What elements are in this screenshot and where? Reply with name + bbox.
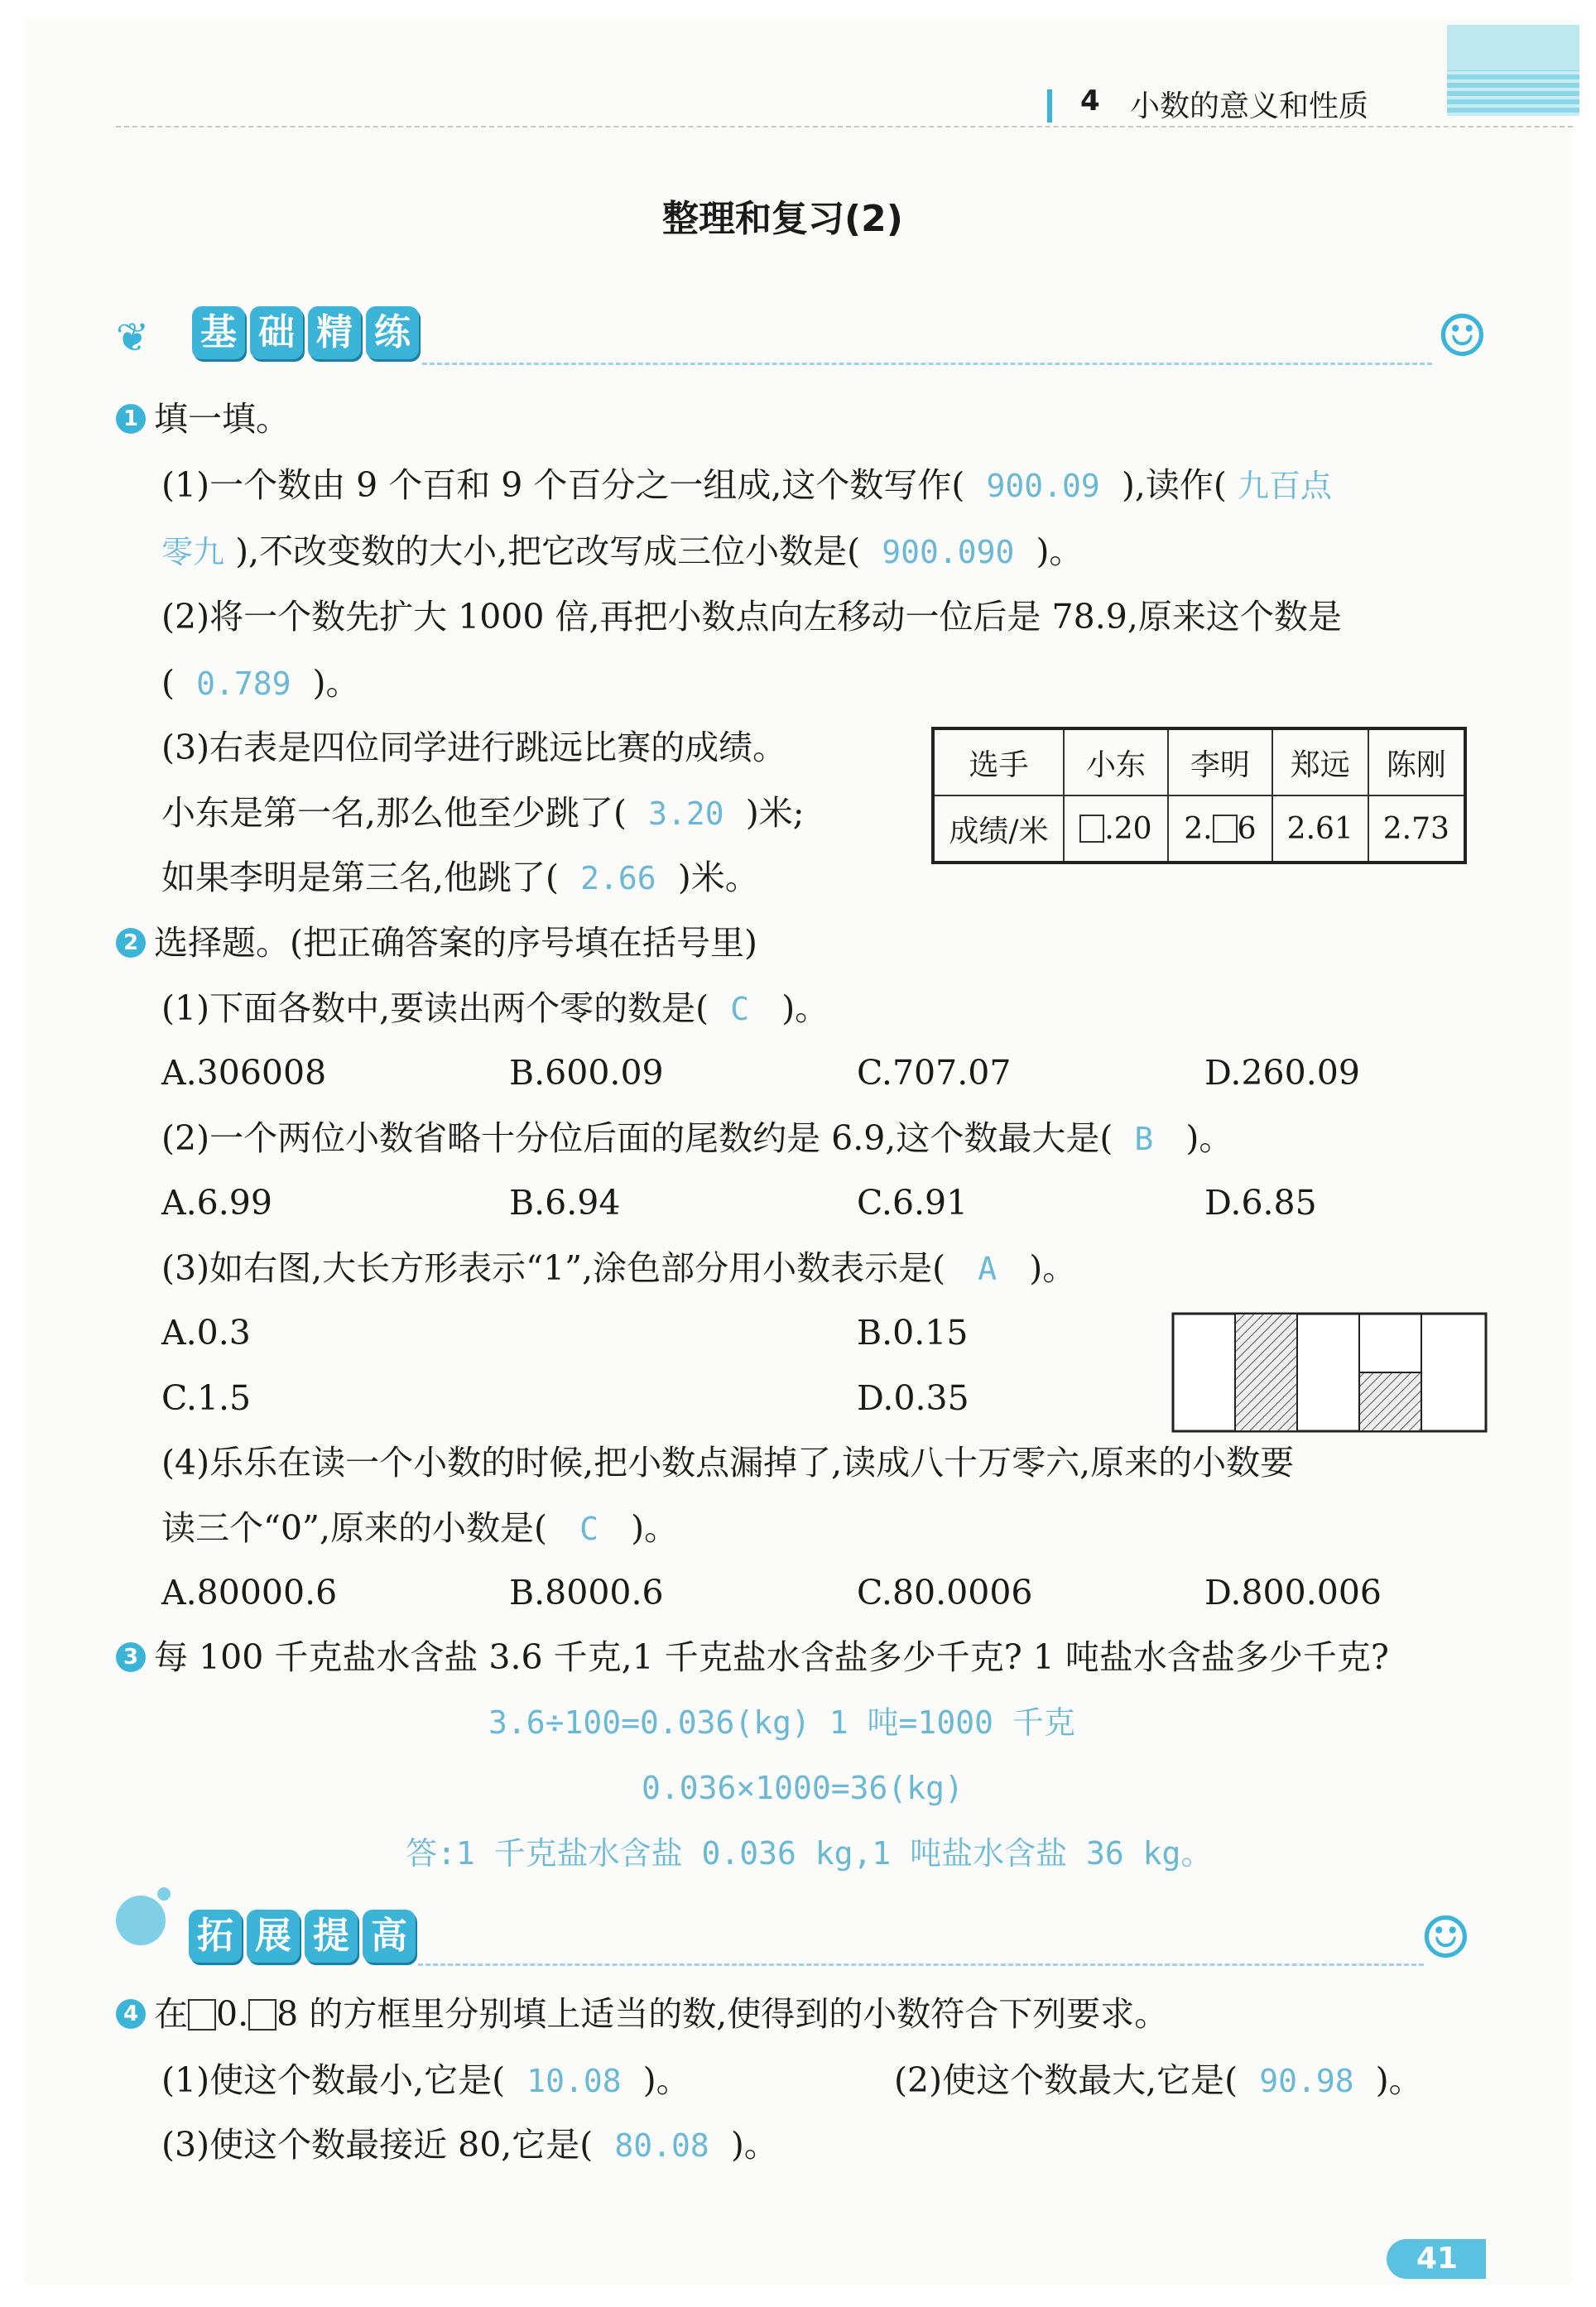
paren: )。	[631, 1508, 679, 1548]
table-header: 选手	[933, 728, 1064, 795]
q3-stem	[116, 1633, 1389, 1681]
answer: 90.98	[1259, 2063, 1354, 2099]
q1-p3b-end: )米;	[745, 793, 805, 833]
q2-s4b-text: 读三个“0”,原来的小数是(	[161, 1508, 548, 1548]
paren: )。	[730, 2125, 778, 2165]
answer: C	[730, 991, 750, 1027]
shaded-strip	[1235, 1314, 1297, 1431]
q1-part3-line2	[161, 789, 805, 838]
blank-box	[248, 1999, 276, 2031]
answer: 900.090	[882, 534, 1015, 570]
section-dashed-line	[422, 363, 1432, 365]
section-badge-basic	[192, 306, 419, 359]
shaded-half-cell	[1359, 1372, 1421, 1431]
q2-s1-text: (1)下面各数中,要读出两个零的数是(	[161, 988, 709, 1028]
q4-a2-text: (2)使这个数最大,它是(	[894, 2060, 1238, 2100]
answer: 3.20	[648, 795, 724, 832]
blank-box	[1213, 815, 1238, 843]
q3-answer-line: 答:1 千克盐水含盐 0.036 kg,1 吨盐水含盐 36 kg。	[406, 1835, 1213, 1872]
table-header: 郑远	[1272, 728, 1368, 795]
paren: )。	[1029, 1248, 1077, 1288]
q2-s2-opt-a: A.6.99	[161, 1183, 272, 1223]
q4-sub1	[161, 2056, 690, 2105]
answer: 九百点	[1237, 468, 1332, 504]
table-header: 小东	[1064, 728, 1168, 795]
section-dashed-line	[418, 1963, 1424, 1966]
table-cell: 成绩/米	[933, 795, 1064, 863]
q1-stem	[116, 395, 290, 443]
paren: )。	[1185, 1118, 1233, 1158]
answer: 10.08	[526, 2063, 622, 2099]
blank-box	[1079, 815, 1104, 843]
q2-s1-opt-d: D.260.09	[1204, 1053, 1360, 1093]
q2-s2-opt-b: B.6.94	[509, 1183, 621, 1223]
answer: 零九	[161, 534, 225, 570]
paren: )。	[1375, 2060, 1423, 2100]
q2-s2-text: (2)一个两位小数省略十分位后面的尾数约是 6.9,这个数最大是(	[161, 1118, 1113, 1158]
q1-part2-line2	[161, 659, 360, 708]
q1-part3-line3	[161, 853, 759, 902]
badge-char: 精	[308, 306, 361, 359]
q2-s1-opt-c: C.707.07	[857, 1053, 1012, 1093]
bubble-icon	[116, 1896, 166, 1945]
cell-text: 6	[1237, 811, 1257, 846]
q2-sub3	[161, 1244, 1076, 1293]
answer: B	[1134, 1121, 1154, 1157]
header-divider-bar	[1047, 89, 1052, 123]
q1-p1b-end: )。	[1036, 531, 1084, 571]
q2-s3-opt-d: D.0.35	[857, 1378, 969, 1418]
answer: C	[579, 1511, 599, 1547]
q4-stem-c: 8 的方框里分别填上适当的数,使得到的小数符合下列要求。	[276, 1994, 1169, 2034]
q1-p3c-text: 如果李明是第三名,他跳了(	[161, 858, 560, 897]
badge-char: 础	[250, 306, 303, 359]
paren: )。	[642, 2060, 690, 2100]
q2-stem	[116, 919, 757, 967]
paren: (	[161, 663, 175, 703]
q3-solution-line1: 3.6÷100=0.036(kg) 1 吨=1000 千克	[488, 1704, 1075, 1741]
chapter-title: 小数的意义和性质	[1130, 89, 1369, 123]
table-cell	[1064, 795, 1168, 863]
score-table	[931, 727, 1467, 864]
q2-s3-opt-b: B.0.15	[857, 1313, 969, 1353]
table-header: 李明	[1168, 728, 1272, 795]
q2-sub4-line2	[161, 1504, 678, 1553]
paren: )。	[781, 988, 829, 1028]
reading-kid-icon: ☺	[1420, 1904, 1472, 1972]
q2-s3-text: (3)如右图,大长方形表示“1”,涂色部分用小数表示是(	[161, 1248, 946, 1288]
q3-number: 3	[116, 1642, 146, 1672]
bubble-icon-small	[157, 1887, 171, 1901]
q1-part1-line2	[161, 527, 1083, 576]
q1-p3c-end: )米。	[677, 858, 759, 897]
q1-stem-text: 填一填。	[154, 399, 290, 439]
badge-char: 练	[366, 306, 419, 359]
q4-number: 4	[116, 1999, 146, 2029]
q2-stem-text: 选择题。(把正确答案的序号填在括号里)	[154, 923, 757, 963]
q2-number: 2	[116, 928, 146, 958]
q1-p3b-text: 小东是第一名,那么他至少跳了(	[161, 793, 627, 833]
cell-text: 2.	[1184, 811, 1213, 846]
q1-p1a-text: (1)一个数由 9 个百和 9 个百分之一组成,这个数写作(	[161, 465, 965, 505]
table-row	[933, 795, 1465, 863]
page-number: 41	[1387, 2239, 1486, 2279]
q1-part1-line1	[161, 461, 1332, 510]
q2-sub4-line1: (4)乐乐在读一个小数的时候,把小数点漏掉了,读成八十万零六,原来的小数要	[161, 1443, 1295, 1483]
q4-sub3	[161, 2121, 778, 2170]
q2-sub2	[161, 1114, 1233, 1163]
table-cell: 2.61	[1272, 795, 1368, 863]
q1-part2-line1: (2)将一个数先扩大 1000 倍,再把小数点向左移动一位后是 78.9,原来这个数是	[161, 597, 1342, 637]
q4-stem-b: 0.	[216, 1994, 249, 2034]
section-badge-extend	[189, 1910, 416, 1963]
badge-char: 基	[192, 306, 245, 359]
table-header: 陈刚	[1368, 728, 1465, 795]
sprout-icon: ❦	[116, 315, 150, 361]
figure-outline	[1173, 1314, 1486, 1431]
table-row	[933, 728, 1465, 795]
q3-stem-text: 每 100 千克盐水含盐 3.6 千克,1 千克盐水含盐多少千克? 1 吨盐水含盐多少千克?	[154, 1637, 1389, 1677]
q2-s4-opt-d: D.800.006	[1204, 1573, 1382, 1612]
q4-sub2	[894, 2056, 1423, 2105]
chapter-number: 4	[1080, 84, 1100, 118]
cell-text: .20	[1104, 811, 1152, 846]
badge-char: 提	[305, 1910, 358, 1963]
blank-box	[188, 1999, 216, 2031]
q3-solution-line2: 0.036×1000=36(kg)	[642, 1770, 964, 1806]
table-cell: 2.73	[1368, 795, 1465, 863]
q2-s1-opt-b: B.600.09	[509, 1053, 664, 1093]
q2-s2-opt-c: C.6.91	[857, 1183, 969, 1223]
q4-a3-text: (3)使这个数最接近 80,它是(	[161, 2125, 594, 2165]
badge-char: 拓	[189, 1910, 242, 1963]
q2-s1-opt-a: A.306008	[161, 1053, 327, 1093]
header-block-decoration	[1447, 25, 1579, 70]
q2-sub1	[161, 984, 829, 1033]
q2-s2-opt-d: D.6.85	[1204, 1183, 1317, 1223]
q1-part3-line1: (3)右表是四位同学进行跳远比赛的成绩。	[161, 728, 787, 767]
answer: 80.08	[614, 2127, 709, 2164]
paren: )。	[312, 663, 360, 703]
badge-char: 高	[363, 1910, 416, 1963]
q2-s3-opt-a: A.0.3	[161, 1313, 251, 1353]
answer: A	[978, 1251, 997, 1287]
answer: 2.66	[580, 860, 656, 896]
q1-number: 1	[116, 404, 146, 434]
table-cell	[1168, 795, 1272, 863]
q4-a1-text: (1)使这个数最小,它是(	[161, 2060, 506, 2100]
q1-p1a-mid: ),读作(	[1121, 465, 1227, 505]
q2-s4-opt-c: C.80.0006	[857, 1573, 1033, 1612]
q4-stem-a: 在	[154, 1994, 188, 2034]
header-dashed-line	[116, 126, 1573, 127]
answer: 0.789	[196, 666, 291, 702]
q4-stem	[116, 1990, 1168, 2038]
badge-char: 展	[247, 1910, 300, 1963]
running-kid-icon: ☺	[1436, 302, 1488, 370]
q2-s4-opt-b: B.8000.6	[509, 1573, 664, 1612]
q2-s3-opt-c: C.1.5	[161, 1378, 252, 1418]
q2-s4-opt-a: A.80000.6	[161, 1573, 338, 1612]
rectangle-fraction-figure	[1171, 1312, 1488, 1433]
answer: 900.09	[986, 468, 1100, 504]
page-title: 整理和复习(2)	[662, 198, 903, 240]
q1-p1b-text: ),不改变数的大小,把它改写成三位小数是(	[235, 531, 861, 571]
